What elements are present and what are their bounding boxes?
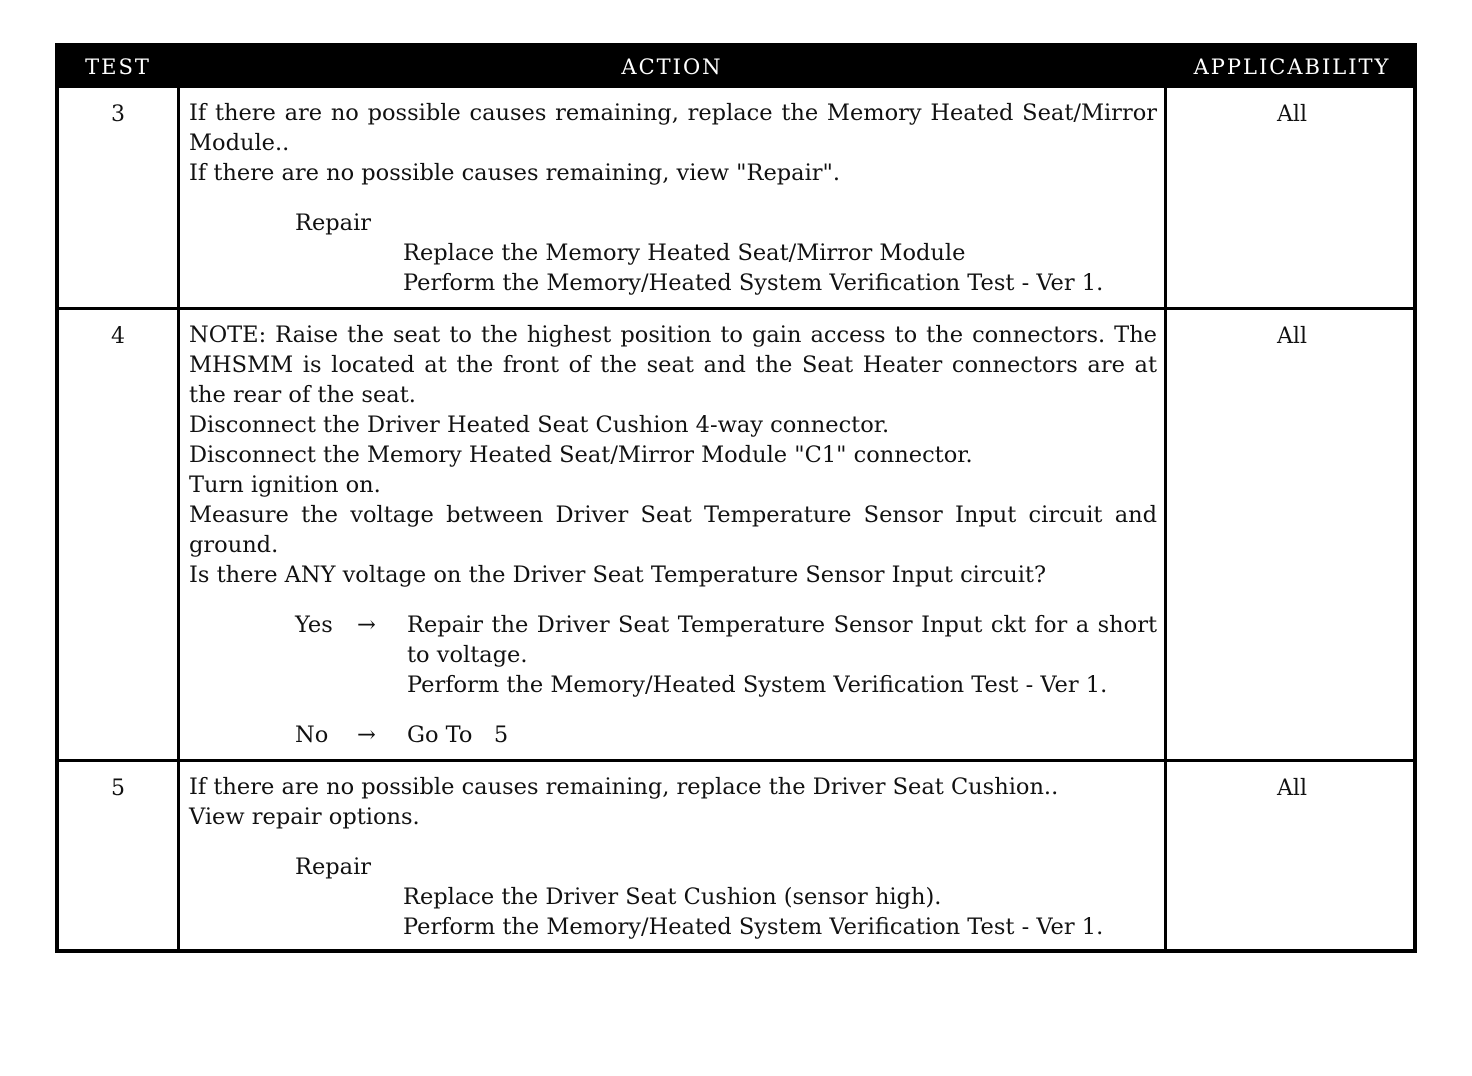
yes-action: Repair the Driver Seat Temperature Sensor Input ckt for a short to voltage.: [407, 612, 1157, 668]
action-line: Is there ANY voltage on the Driver Seat Temperature Sensor Input circuit?: [189, 562, 1047, 588]
repair-label: Repair: [295, 854, 372, 880]
no-action: Go To 5: [407, 722, 509, 748]
action-line: If there are no possible causes remaining, replace the Memory Heated Seat/Mirror Module..: [189, 100, 1157, 156]
header-applicability: APPLICABILITY: [1193, 55, 1391, 79]
action-line: View repair options.: [189, 804, 420, 830]
table-row: [59, 307, 1413, 762]
no-branch: [189, 720, 1157, 750]
action-line: If there are no possible causes remaining, replace the Driver Seat Cushion..: [189, 774, 1059, 800]
yes-label: Yes: [295, 612, 333, 638]
yes-action-verify: Perform the Memory/Heated System Verification Test - Ver 1.: [407, 672, 1108, 698]
repair-label: Repair: [295, 210, 372, 236]
yes-branch: [189, 610, 1157, 700]
test-number: 3: [111, 102, 125, 127]
test-number: 5: [111, 776, 125, 801]
test-number: 4: [111, 324, 125, 349]
no-label: No: [295, 722, 329, 748]
action-line: Measure the voltage between Driver Seat Temperature Sensor Input circuit and ground.: [189, 502, 1157, 558]
action-line: Disconnect the Driver Heated Seat Cushion 4-way connector.: [189, 412, 890, 438]
arrow-right-icon: →: [357, 612, 376, 638]
applicability-value: All: [1277, 324, 1307, 349]
diagnostic-test-table: [55, 43, 1417, 953]
repair-line: Replace the Memory Heated Seat/Mirror Module: [403, 240, 966, 266]
table-row: [59, 88, 1413, 310]
table-header: [59, 47, 1413, 88]
table-row: [59, 759, 1413, 953]
arrow-right-icon: →: [357, 722, 376, 748]
action-cell: [189, 320, 1157, 750]
repair-line: Perform the Memory/Heated System Verification Test - Ver 1.: [403, 914, 1104, 940]
action-line: Disconnect the Memory Heated Seat/Mirror Module "C1" connector.: [189, 442, 973, 468]
action-cell: [189, 98, 1157, 298]
action-line: NOTE: Raise the seat to the highest position to gain access to the connectors. The MHSMM is located at the front of the seat and the Seat Heater connectors are at the rear of the seat.: [189, 322, 1157, 408]
applicability-value: All: [1277, 776, 1307, 801]
action-line: Turn ignition on.: [189, 472, 381, 498]
repair-line: Replace the Driver Seat Cushion (sensor high).: [403, 884, 942, 910]
applicability-value: All: [1277, 102, 1307, 127]
action-line: If there are no possible causes remaining, view "Repair".: [189, 160, 841, 186]
header-test: TEST: [85, 55, 151, 79]
header-action: ACTION: [621, 55, 723, 79]
action-cell: [189, 772, 1157, 942]
repair-line: Perform the Memory/Heated System Verification Test - Ver 1.: [403, 270, 1104, 296]
